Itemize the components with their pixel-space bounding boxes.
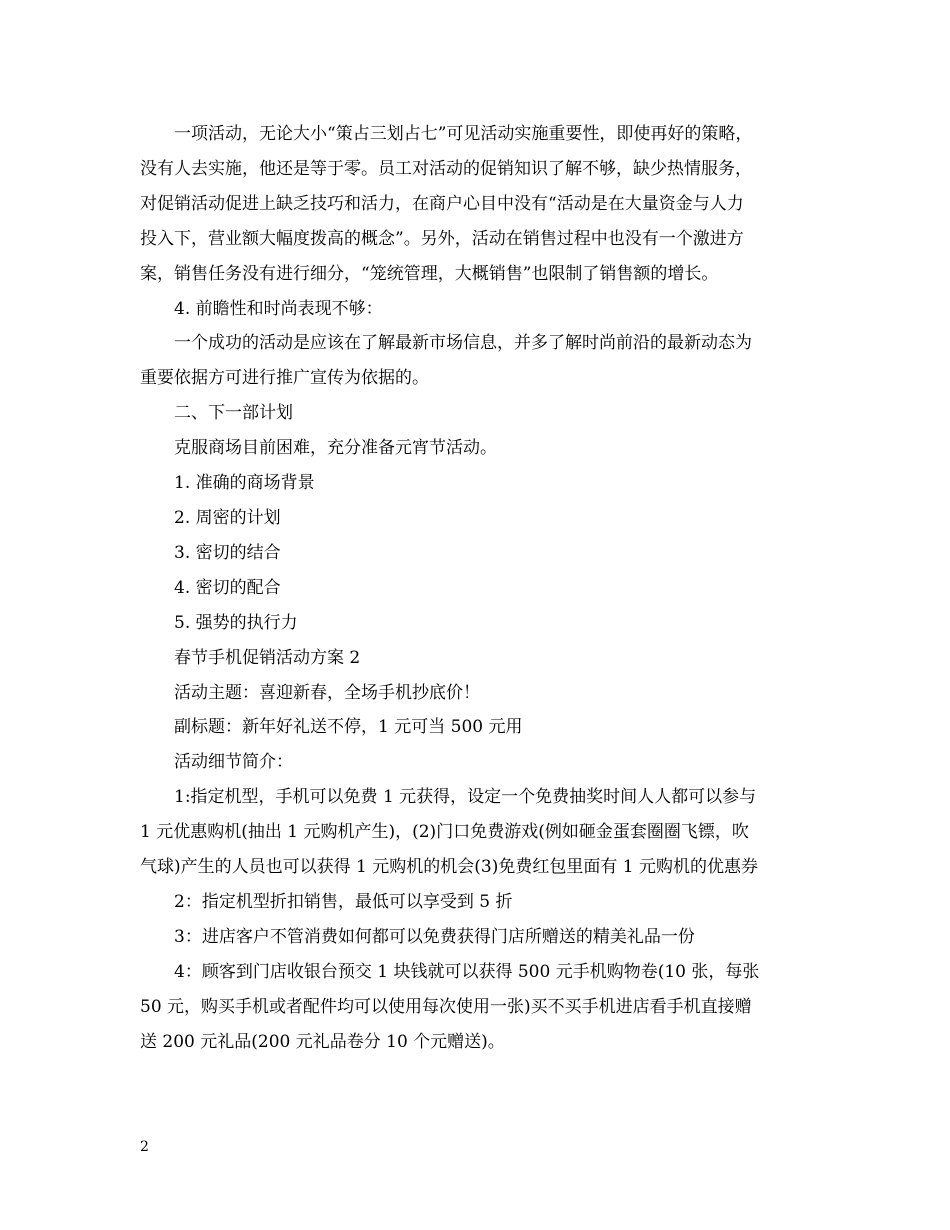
text-line: 克服商场目前困难，充分准备元宵节活动。 <box>174 438 497 459</box>
paragraph <box>140 780 820 885</box>
paragraph <box>140 117 820 292</box>
text-line: 春节手机促销活动方案 2 <box>174 647 361 668</box>
paragraph <box>140 292 820 327</box>
paragraph <box>140 641 820 676</box>
text-line: 活动主题：喜迎新春，全场手机抄底价！ <box>174 682 480 703</box>
paragraph <box>140 745 820 780</box>
text-line: 一个成功的活动是应该在了解最新市场信息，并多了解时尚前沿的最新动态为 <box>174 333 752 354</box>
text-line: 1 元优惠购机(抽出 1 元购机产生)，(2)门口免费游戏(例如砸金蛋套圈圈飞镖，吹 <box>140 822 749 843</box>
text-line: 投入下，营业额大幅度拨高的概念”。另外，活动在销售过程中也没有一个激进方 <box>140 228 744 249</box>
text-line: 50 元，购买手机或者配件均可以使用每次使用一张)买不买手机进店看手机直接赠 <box>140 996 752 1017</box>
paragraph <box>140 920 820 955</box>
text-line: 2：指定机型折扣销售，最低可以享受到 5 折 <box>174 891 513 912</box>
paragraph <box>140 431 820 466</box>
paragraph <box>140 676 820 711</box>
paragraph <box>140 885 820 920</box>
text-line: 二、下一部计划 <box>174 403 293 424</box>
text-line: 4：顾客到门店收银台预交 1 块钱就可以获得 500 元手机购物卷(10 张，每张 <box>174 961 760 982</box>
paragraph <box>140 571 820 606</box>
paragraph <box>140 536 820 571</box>
text-line: 3. 密切的结合 <box>174 542 281 563</box>
text-line: 气球)产生的人员也可以获得 1 元购机的机会(3)免费红包里面有 1 元购机的优惠券 <box>140 857 758 878</box>
text-line: 4. 前瞻性和时尚表现不够： <box>174 298 383 319</box>
paragraph <box>140 606 820 641</box>
text-line: 3：进店客户不管消费如何都可以免费获得门店所赠送的精美礼品一份 <box>174 926 695 947</box>
paragraph <box>140 396 820 431</box>
paragraph <box>140 710 820 745</box>
text-line: 副标题：新年好礼送不停，1 元可当 500 元用 <box>174 717 523 738</box>
text-line: 4. 密切的配合 <box>174 577 281 598</box>
paragraph <box>140 955 820 1060</box>
paragraph <box>140 326 820 396</box>
text-line: 2. 周密的计划 <box>174 507 281 528</box>
text-line: 没有人去实施，他还是等于零。员工对活动的促销知识了解不够，缺少热情服务， <box>140 158 752 179</box>
paragraph <box>140 501 820 536</box>
text-line: 案，销售任务没有进行细分，“笼统管理，大概销售”也限制了销售额的增长。 <box>140 263 719 284</box>
document-body <box>140 117 820 1059</box>
text-line: 送 200 元礼品(200 元礼品卷分 10 个元赠送)。 <box>140 1031 505 1052</box>
text-line: 1. 准确的商场背景 <box>174 473 315 494</box>
text-line: 1:指定机型，手机可以免费 1 元获得，设定一个免费抽奖时间人人都可以参与 <box>174 787 757 808</box>
text-line: 活动细节简介： <box>174 752 293 773</box>
text-line: 重要依据方可进行推广宣传为依据的。 <box>140 368 429 389</box>
text-line: 一项活动，无论大小“策占三划占七”可见活动实施重要性，即使再好的策略， <box>174 124 753 144</box>
page-number: 2 <box>140 1139 149 1155</box>
paragraph <box>140 466 820 501</box>
text-line: 对促销活动促进上缺乏技巧和活力，在商户心目中没有“活动是在大量资金与人力 <box>140 193 744 214</box>
text-line: 5. 强势的执行力 <box>174 612 298 633</box>
